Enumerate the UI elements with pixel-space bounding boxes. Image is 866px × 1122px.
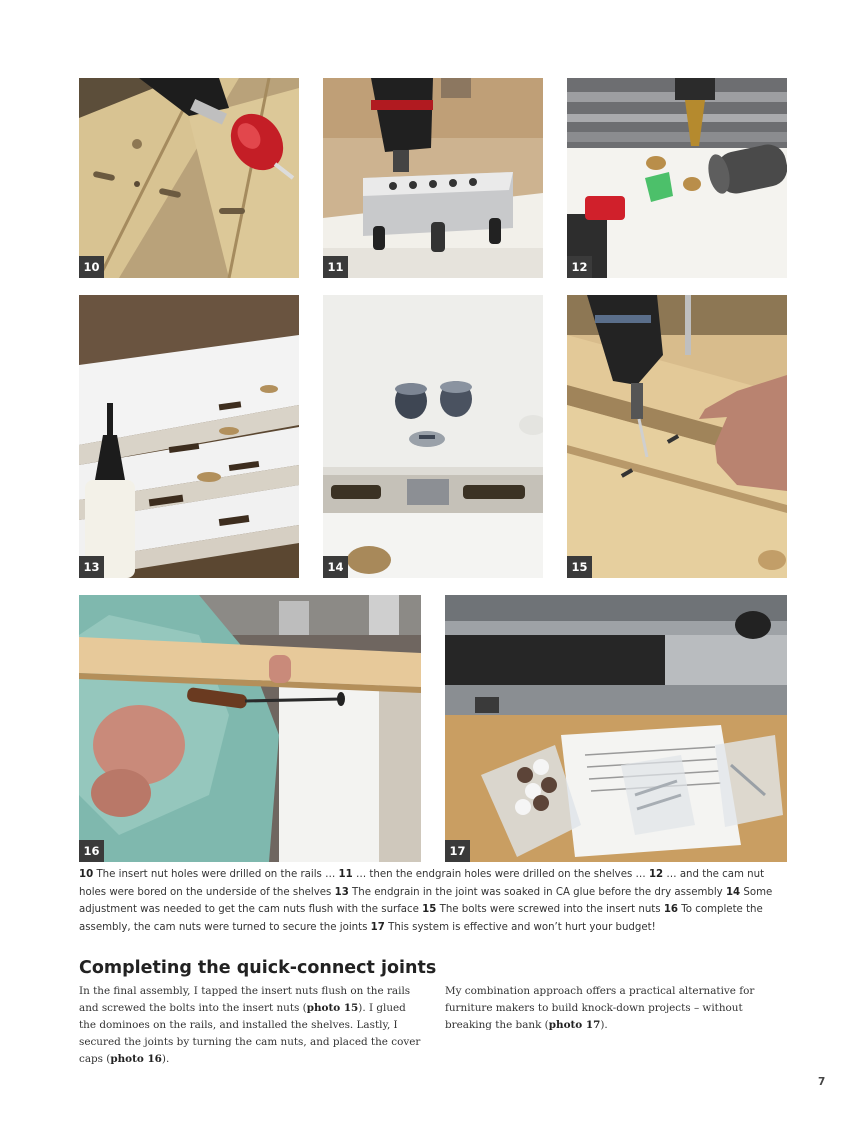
photo-number: 15 xyxy=(567,556,592,578)
section-heading: Completing the quick-connect joints xyxy=(79,958,437,978)
photo-13 xyxy=(79,295,299,578)
photo-11 xyxy=(323,78,543,278)
right-text-2: ). xyxy=(600,1019,608,1031)
page-number: 7 xyxy=(818,1076,826,1088)
body-text-left xyxy=(79,983,424,1068)
caption-num-15: 15 xyxy=(422,904,437,915)
left-text-1: In the final assembly, I tapped the insert nuts flush on the rails and screwed the bolts into the insert nuts ( xyxy=(79,985,411,1014)
caption-num-17: 17 xyxy=(370,921,385,933)
cam-nuts-on-edge-photo xyxy=(323,295,543,578)
photo-number: 14 xyxy=(323,556,348,578)
drill-with-jig-photo xyxy=(323,78,543,278)
photo-ref-15: photo 15 xyxy=(306,1002,359,1014)
caption-num-10: 10 xyxy=(79,869,94,880)
photo-number: 10 xyxy=(79,256,104,278)
drill-on-pine-rails-photo xyxy=(79,78,299,278)
photo-ref-17: photo 17 xyxy=(548,1019,601,1031)
caption-text-10: The insert nut holes were drilled on the rails … xyxy=(96,869,336,880)
photo-17 xyxy=(445,595,787,862)
caption-text-13: The endgrain in the joint was soaked in CA glue before the dry assembly xyxy=(352,886,723,898)
left-text-2: ). I glued the dominoes on the rails, and installed the shelves. Lastly, I secured the joints by turning the cam nuts, and placed the cover caps ( xyxy=(79,1002,421,1065)
caption-text-14: Some adjustment was needed to get the cam nuts flush with the surface xyxy=(79,886,773,915)
left-text-3: ). xyxy=(161,1053,170,1065)
photo-ref-16: photo 16 xyxy=(110,1053,162,1065)
screwing-bolts-photo xyxy=(567,295,787,578)
photo-12 xyxy=(567,78,787,278)
photo-number: 12 xyxy=(567,256,592,278)
caption-text-11: … then the endgrain holes were drilled on the shelves … xyxy=(355,869,646,880)
caption-num-13: 13 xyxy=(334,886,349,898)
photo-number: 16 xyxy=(79,840,104,862)
caption-text-17: This system is effective and won’t hurt your budget! xyxy=(388,921,656,933)
shelf-endgrain-glue-photo xyxy=(79,295,299,578)
body-text-right xyxy=(445,983,787,1034)
photo-number: 17 xyxy=(445,840,470,862)
photo-15 xyxy=(567,295,787,578)
caption-text-16: To complete the assembly, the cam nuts were turned to secure the joints xyxy=(79,904,763,933)
boring-cam-holes-photo xyxy=(567,78,787,278)
caption-num-14: 14 xyxy=(725,886,741,898)
caption-text-12: … and the cam nut holes were bored on the underside of the shelves xyxy=(79,869,765,898)
hardware-kit-photo xyxy=(445,595,787,862)
right-text-1: My combination approach offers a practical alternative for furniture makers to build knock-down projects – without breaking the bank ( xyxy=(445,985,755,1031)
caption-num-11: 11 xyxy=(338,869,353,880)
turning-cam-nuts-photo xyxy=(79,595,421,862)
photo-caption xyxy=(79,866,789,936)
photo-number: 11 xyxy=(323,256,348,278)
photo-14 xyxy=(323,295,543,578)
photo-number: 13 xyxy=(79,556,104,578)
caption-num-16: 16 xyxy=(663,904,679,915)
caption-text-15: The bolts were screwed into the insert nuts xyxy=(439,904,661,915)
caption-num-12: 12 xyxy=(648,869,664,880)
photo-10 xyxy=(79,78,299,278)
photo-16 xyxy=(79,595,421,862)
